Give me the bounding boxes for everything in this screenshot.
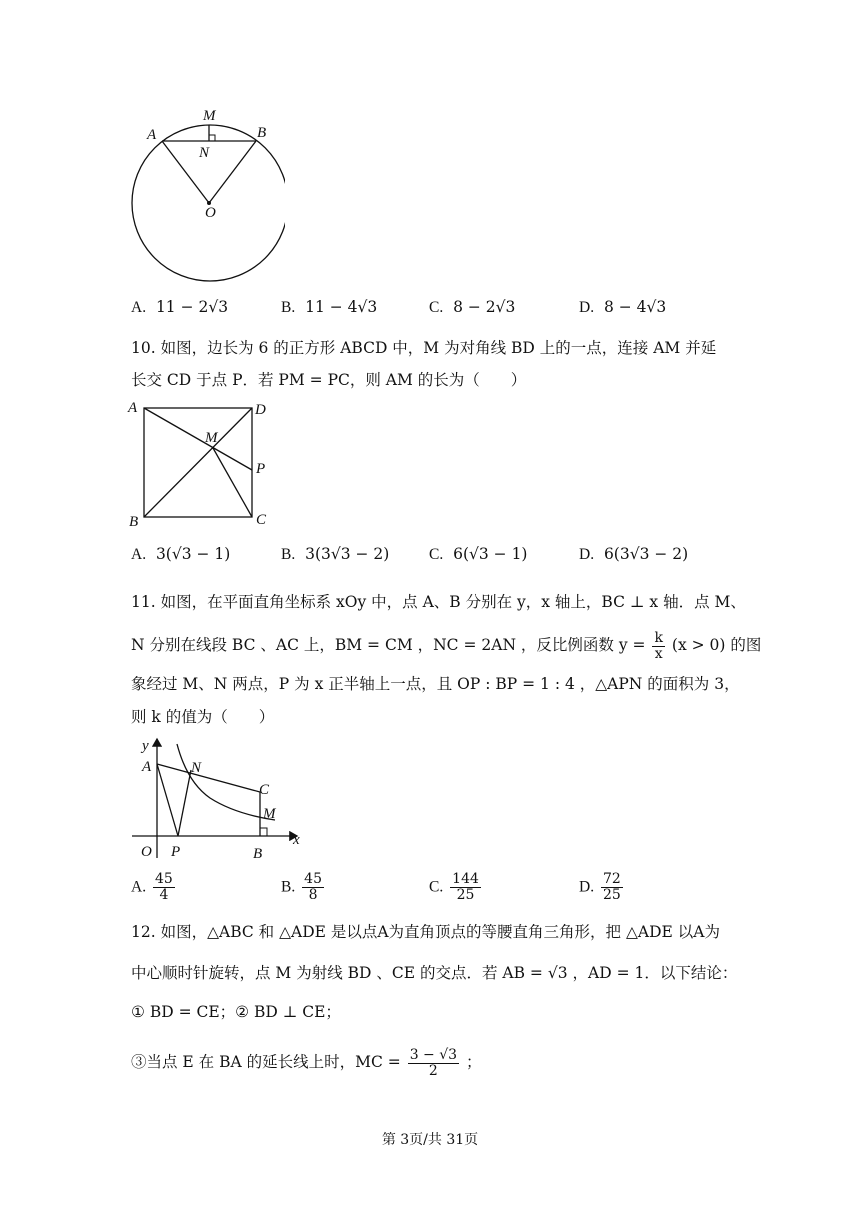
q9-option-c[interactable]: C. 8 − 2√3: [429, 298, 516, 316]
q10-line-2: 长交 CD 于点 P．若 PM = PC，则 AM 的长为（ ）: [131, 371, 527, 389]
q10-options: [131, 545, 811, 569]
q11-label-n: N: [191, 760, 202, 776]
q10-label-b: B: [129, 514, 139, 530]
q10-label-d: D: [255, 402, 266, 418]
q11-label-a: A: [142, 759, 152, 775]
q9-option-b[interactable]: B. 11 − 4√3: [281, 298, 378, 316]
q10-label-p: P: [256, 461, 266, 477]
q12-line-2: 中心顺时针旋转，点 M 为射线 BD 、CE 的交点．若 AB = √3 ，AD = 1．以下结论：: [131, 964, 738, 982]
q11-label-y: y: [142, 738, 149, 754]
q11-option-d[interactable]: D. $\frac{72}{25}$: [579, 871, 621, 903]
q12-fraction-mc: $\frac{3 - √3}{2}$: [409, 1046, 458, 1079]
q10-option-d[interactable]: D. 6(3√3 − 2): [579, 545, 689, 563]
q9-label-m: M: [203, 108, 216, 124]
q11-label-p: P: [171, 844, 181, 860]
q10-label-a: A: [128, 400, 138, 416]
q10-option-b[interactable]: B. 3(3√3 − 2): [281, 545, 390, 563]
q12-line-4: [131, 1040, 482, 1084]
q11-label-c: C: [259, 782, 270, 798]
q10-label-m: M: [205, 430, 218, 446]
q9-options: [131, 298, 811, 322]
q12-line-4-text-a: ③当点 E 在 BA 的延长线上时，MC =: [131, 1053, 401, 1071]
page-footer: 第 3页/共 31页: [381, 1132, 479, 1148]
q11-options: [131, 872, 811, 916]
q10-option-c[interactable]: C. 6(√3 − 1): [429, 545, 528, 563]
q11-option-c[interactable]: C. $\frac{144}{25}$: [429, 871, 479, 903]
q9-label-b: B: [257, 125, 267, 141]
q9-option-d[interactable]: D. 8 − 4√3: [579, 298, 667, 316]
q9-circle-figure: [125, 105, 285, 285]
q10-option-a[interactable]: A. 3(√3 − 1): [131, 545, 231, 563]
q11-line-1: 11. 如图，在平面直角坐标系 xOy 中，点 A、B 分别在 y，x 轴上，BC ⊥ x 轴．点 M、: [131, 593, 746, 611]
q9-label-n: N: [199, 145, 210, 161]
q11-label-x: x: [293, 832, 300, 848]
q12-line-1: 12. 如图，△ABC 和 △ADE 是以点A为直角顶点的等腰直角三角形，把 △ADE 以A为: [131, 923, 720, 941]
q9-label-a: A: [147, 127, 157, 143]
q11-line-2-text-a: N 分别在线段 BC 、AC 上，BM = CM ，NC = 2AN ，反比例函数 y =: [131, 636, 646, 654]
q10-line-1: 10. 如图，边长为 6 的正方形 ABCD 中，M 为对角线 BD 上的一点，连接 AM 并延: [131, 339, 717, 357]
q11-fraction-k-over-x: $\frac{k}{x}$: [654, 629, 663, 662]
q11-label-b: B: [253, 846, 263, 862]
q12-line-4-text-b: ；: [466, 1053, 482, 1071]
q11-line-3: 象经过 M、N 两点，P 为 x 正半轴上一点，且 OP : BP = 1 : 4 ，△APN 的面积为 3，: [131, 675, 740, 693]
q10-label-c: C: [256, 512, 267, 528]
q11-line-2-text-b: (x > 0) 的图: [671, 636, 762, 654]
q11-label-m: M: [263, 806, 276, 822]
q11-option-b[interactable]: B. $\frac{45}{8}$: [281, 871, 322, 903]
q10-square-figure: [125, 398, 285, 530]
q11-line-2: [131, 628, 761, 662]
q9-option-a[interactable]: A. 11 − 2√3: [131, 298, 229, 316]
q11-line-4: 则 k 的值为（ ）: [131, 708, 275, 726]
q9-label-o: O: [205, 205, 216, 221]
q12-line-3: ① BD = CE；② BD ⊥ CE；: [131, 1003, 341, 1021]
q11-coordinate-figure: [125, 730, 310, 865]
q11-option-a[interactable]: A. $\frac{45}{4}$: [131, 871, 173, 903]
q11-label-o: O: [141, 844, 152, 860]
